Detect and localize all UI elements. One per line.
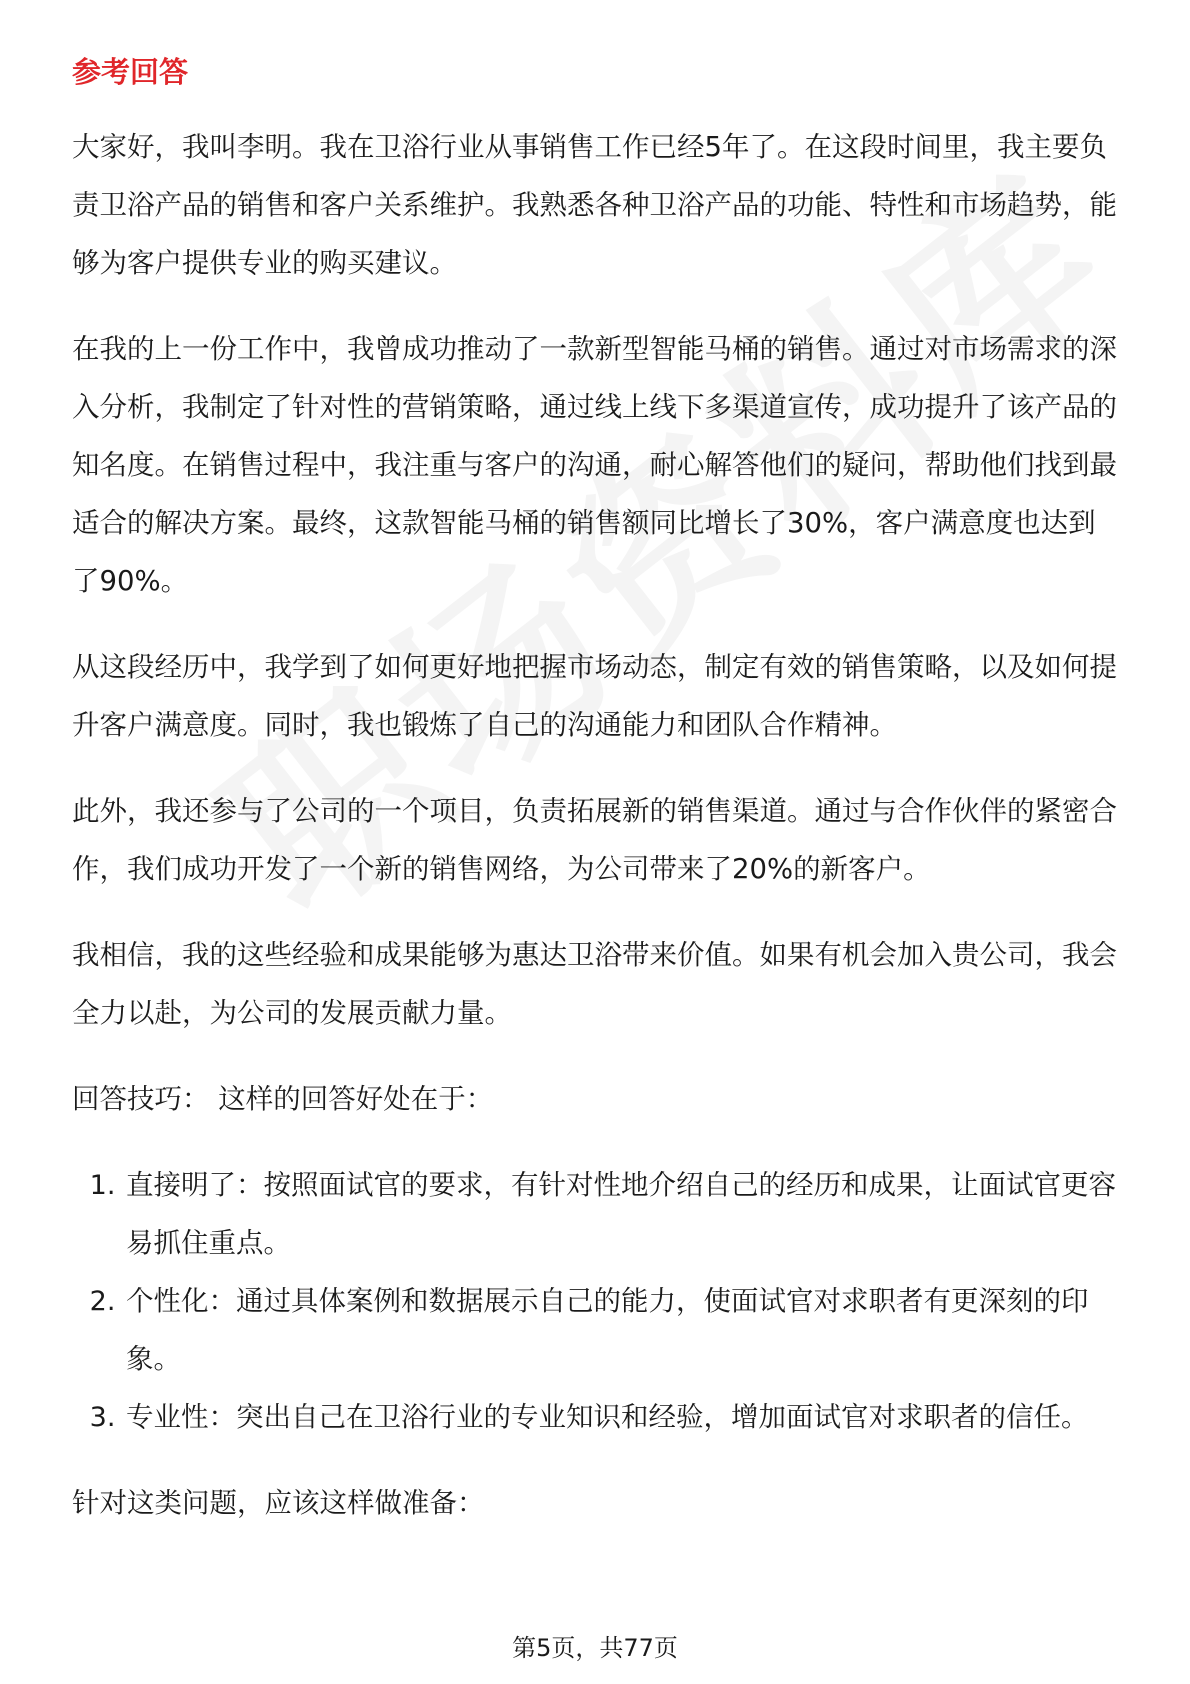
page-number: 第5页，共77页 [512, 1634, 678, 1662]
tips-list-item: 2. 个性化：通过具体案例和数据展示自己的能力，使面试官对求职者有更深刻的印象。 [124, 1272, 1122, 1388]
paragraph-closing: 我相信，我的这些经验和成果能够为惠达卫浴带来价值。如果有机会加入贵公司，我会全力以赴，为公司的发展贡献力量。 [72, 939, 1117, 1029]
tips-list [72, 1156, 1122, 1446]
tips-list-item: 1. 直接明了：按照面试官的要求，有针对性地介绍自己的经历和成果，让面试官更容易抓住重点。 [124, 1156, 1122, 1272]
preparation-intro: 针对这类问题，应该这样做准备： [72, 1487, 485, 1519]
document-body [72, 118, 1122, 1560]
paragraph-intro: 大家好，我叫李明。我在卫浴行业从事销售工作已经5年了。在这段时间里，我主要负责卫浴产品的销售和客户关系维护。我熟悉各种卫浴产品的功能、特性和市场趋势，能够为客户提供专业的购买建议。 [72, 131, 1117, 279]
tips-list-item: 3. 专业性：突出自己在卫浴行业的专业知识和经验，增加面试官对求职者的信任。 [124, 1388, 1122, 1446]
paragraph-project: 此外，我还参与了公司的一个项目，负责拓展新的销售渠道。通过与合作伙伴的紧密合作，我们成功开发了一个新的销售网络，为公司带来了20%的新客户。 [72, 795, 1117, 885]
section-title: 参考回答 [72, 55, 189, 89]
tips-intro: 回答技巧： 这样的回答好处在于： [72, 1083, 494, 1115]
paragraph-lessons: 从这段经历中，我学到了如何更好地把握市场动态，制定有效的销售策略，以及如何提升客户满意度。同时，我也锻炼了自己的沟通能力和团队合作精神。 [72, 651, 1117, 741]
paragraph-experience: 在我的上一份工作中，我曾成功推动了一款新型智能马桶的销售。通过对市场需求的深入分析，我制定了针对性的营销策略，通过线上线下多渠道宣传，成功提升了该产品的知名度。在销售过程中，我注重与客户的沟通，耐心解答他们的疑问，帮助他们找到最适合的解决方案。最终，这款智能马桶的销售额同比增长了30%，客户满意度也达到了90%。 [72, 333, 1117, 597]
